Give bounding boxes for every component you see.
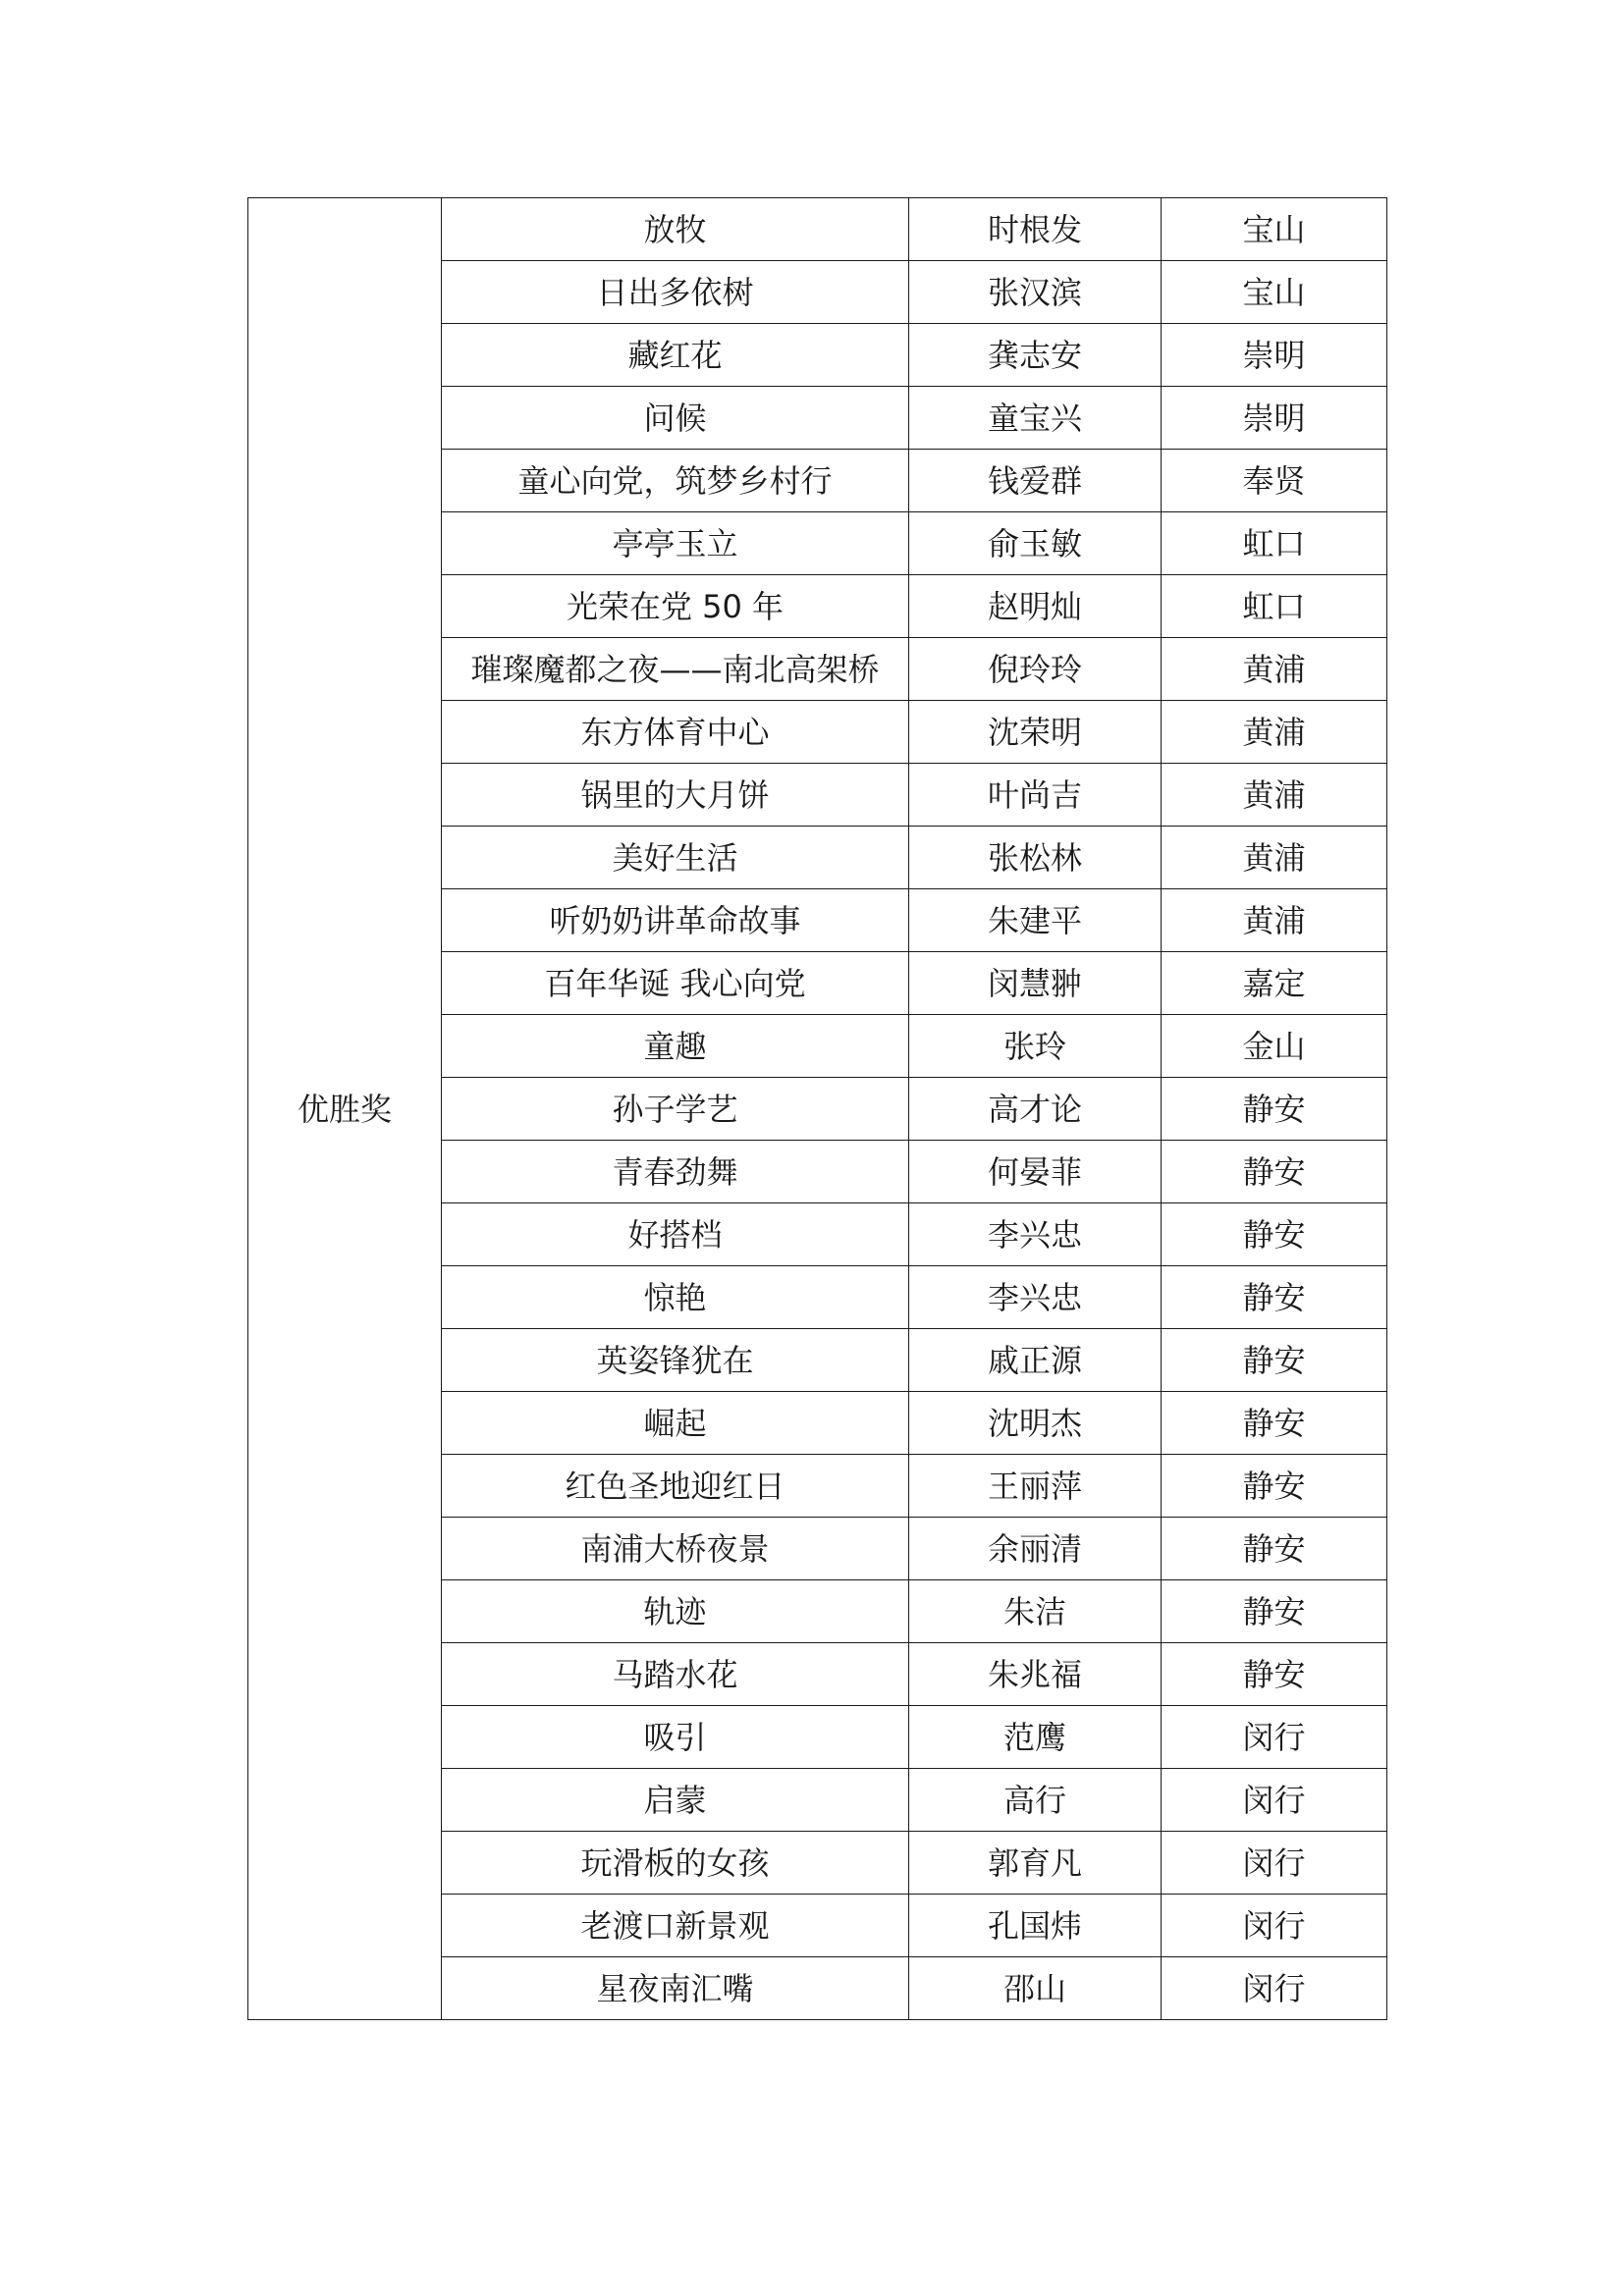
author-cell: 朱兆福 bbox=[909, 1643, 1162, 1706]
author-cell: 李兴忠 bbox=[909, 1203, 1162, 1266]
work-title-cell: 光荣在党 50 年 bbox=[442, 575, 909, 638]
district-cell: 静安 bbox=[1162, 1078, 1387, 1141]
district-cell: 奉贤 bbox=[1162, 450, 1387, 512]
district-cell: 黄浦 bbox=[1162, 827, 1387, 889]
work-title-cell: 童心向党，筑梦乡村行 bbox=[442, 450, 909, 512]
district-cell: 静安 bbox=[1162, 1518, 1387, 1580]
work-title-cell: 孙子学艺 bbox=[442, 1078, 909, 1141]
district-cell: 闵行 bbox=[1162, 1832, 1387, 1895]
work-title-cell: 南浦大桥夜景 bbox=[442, 1518, 909, 1580]
work-title-cell: 惊艳 bbox=[442, 1266, 909, 1329]
author-cell: 赵明灿 bbox=[909, 575, 1162, 638]
work-title-cell: 放牧 bbox=[442, 198, 909, 261]
district-cell: 黄浦 bbox=[1162, 638, 1387, 701]
work-title-cell: 听奶奶讲革命故事 bbox=[442, 889, 909, 952]
work-title-cell: 问候 bbox=[442, 387, 909, 450]
author-cell: 郭育凡 bbox=[909, 1832, 1162, 1895]
author-cell: 叶尚吉 bbox=[909, 764, 1162, 827]
district-cell: 静安 bbox=[1162, 1455, 1387, 1518]
work-title-cell: 好搭档 bbox=[442, 1203, 909, 1266]
district-cell: 闵行 bbox=[1162, 1895, 1387, 1957]
author-cell: 高才论 bbox=[909, 1078, 1162, 1141]
author-cell: 李兴忠 bbox=[909, 1266, 1162, 1329]
district-cell: 黄浦 bbox=[1162, 764, 1387, 827]
work-title-cell: 童趣 bbox=[442, 1015, 909, 1078]
author-cell: 童宝兴 bbox=[909, 387, 1162, 450]
author-cell: 王丽萍 bbox=[909, 1455, 1162, 1518]
work-title-cell: 英姿锋犹在 bbox=[442, 1329, 909, 1392]
author-cell: 闵慧翀 bbox=[909, 952, 1162, 1015]
district-cell: 闵行 bbox=[1162, 1957, 1387, 2020]
table-row bbox=[248, 198, 1387, 261]
district-cell: 虹口 bbox=[1162, 575, 1387, 638]
district-cell: 静安 bbox=[1162, 1141, 1387, 1203]
author-cell: 孔国炜 bbox=[909, 1895, 1162, 1957]
district-cell: 闵行 bbox=[1162, 1706, 1387, 1769]
district-cell: 闵行 bbox=[1162, 1769, 1387, 1832]
district-cell: 黄浦 bbox=[1162, 889, 1387, 952]
work-title-cell: 吸引 bbox=[442, 1706, 909, 1769]
author-cell: 范鹰 bbox=[909, 1706, 1162, 1769]
work-title-cell: 璀璨魔都之夜——南北高架桥 bbox=[442, 638, 909, 701]
district-cell: 金山 bbox=[1162, 1015, 1387, 1078]
author-cell: 张松林 bbox=[909, 827, 1162, 889]
author-cell: 张汉滨 bbox=[909, 261, 1162, 324]
work-title-cell: 美好生活 bbox=[442, 827, 909, 889]
work-title-cell: 轨迹 bbox=[442, 1580, 909, 1643]
award-table bbox=[247, 197, 1387, 2020]
author-cell: 余丽清 bbox=[909, 1518, 1162, 1580]
award-category-cell: 优胜奖 bbox=[248, 198, 442, 2020]
author-cell: 沈荣明 bbox=[909, 701, 1162, 764]
author-cell: 倪玲玲 bbox=[909, 638, 1162, 701]
author-cell: 钱爱群 bbox=[909, 450, 1162, 512]
district-cell: 宝山 bbox=[1162, 198, 1387, 261]
work-title-cell: 藏红花 bbox=[442, 324, 909, 387]
work-title-cell: 红色圣地迎红日 bbox=[442, 1455, 909, 1518]
author-cell: 朱建平 bbox=[909, 889, 1162, 952]
author-cell: 时根发 bbox=[909, 198, 1162, 261]
award-table-body bbox=[248, 198, 1387, 2020]
district-cell: 静安 bbox=[1162, 1329, 1387, 1392]
author-cell: 何晏菲 bbox=[909, 1141, 1162, 1203]
author-cell: 张玲 bbox=[909, 1015, 1162, 1078]
work-title-cell: 亭亭玉立 bbox=[442, 512, 909, 575]
district-cell: 虹口 bbox=[1162, 512, 1387, 575]
work-title-cell: 百年华诞 我心向党 bbox=[442, 952, 909, 1015]
work-title-cell: 日出多依树 bbox=[442, 261, 909, 324]
work-title-cell: 青春劲舞 bbox=[442, 1141, 909, 1203]
work-title-cell: 老渡口新景观 bbox=[442, 1895, 909, 1957]
district-cell: 静安 bbox=[1162, 1266, 1387, 1329]
district-cell: 静安 bbox=[1162, 1392, 1387, 1455]
district-cell: 崇明 bbox=[1162, 324, 1387, 387]
district-cell: 崇明 bbox=[1162, 387, 1387, 450]
work-title-cell: 星夜南汇嘴 bbox=[442, 1957, 909, 2020]
work-title-cell: 马踏水花 bbox=[442, 1643, 909, 1706]
district-cell: 静安 bbox=[1162, 1580, 1387, 1643]
author-cell: 邵山 bbox=[909, 1957, 1162, 2020]
author-cell: 俞玉敏 bbox=[909, 512, 1162, 575]
district-cell: 静安 bbox=[1162, 1643, 1387, 1706]
work-title-cell: 启蒙 bbox=[442, 1769, 909, 1832]
work-title-cell: 崛起 bbox=[442, 1392, 909, 1455]
author-cell: 龚志安 bbox=[909, 324, 1162, 387]
author-cell: 沈明杰 bbox=[909, 1392, 1162, 1455]
work-title-cell: 玩滑板的女孩 bbox=[442, 1832, 909, 1895]
district-cell: 黄浦 bbox=[1162, 701, 1387, 764]
district-cell: 静安 bbox=[1162, 1203, 1387, 1266]
author-cell: 朱洁 bbox=[909, 1580, 1162, 1643]
district-cell: 嘉定 bbox=[1162, 952, 1387, 1015]
work-title-cell: 东方体育中心 bbox=[442, 701, 909, 764]
author-cell: 高行 bbox=[909, 1769, 1162, 1832]
district-cell: 宝山 bbox=[1162, 261, 1387, 324]
work-title-cell: 锅里的大月饼 bbox=[442, 764, 909, 827]
author-cell: 戚正源 bbox=[909, 1329, 1162, 1392]
